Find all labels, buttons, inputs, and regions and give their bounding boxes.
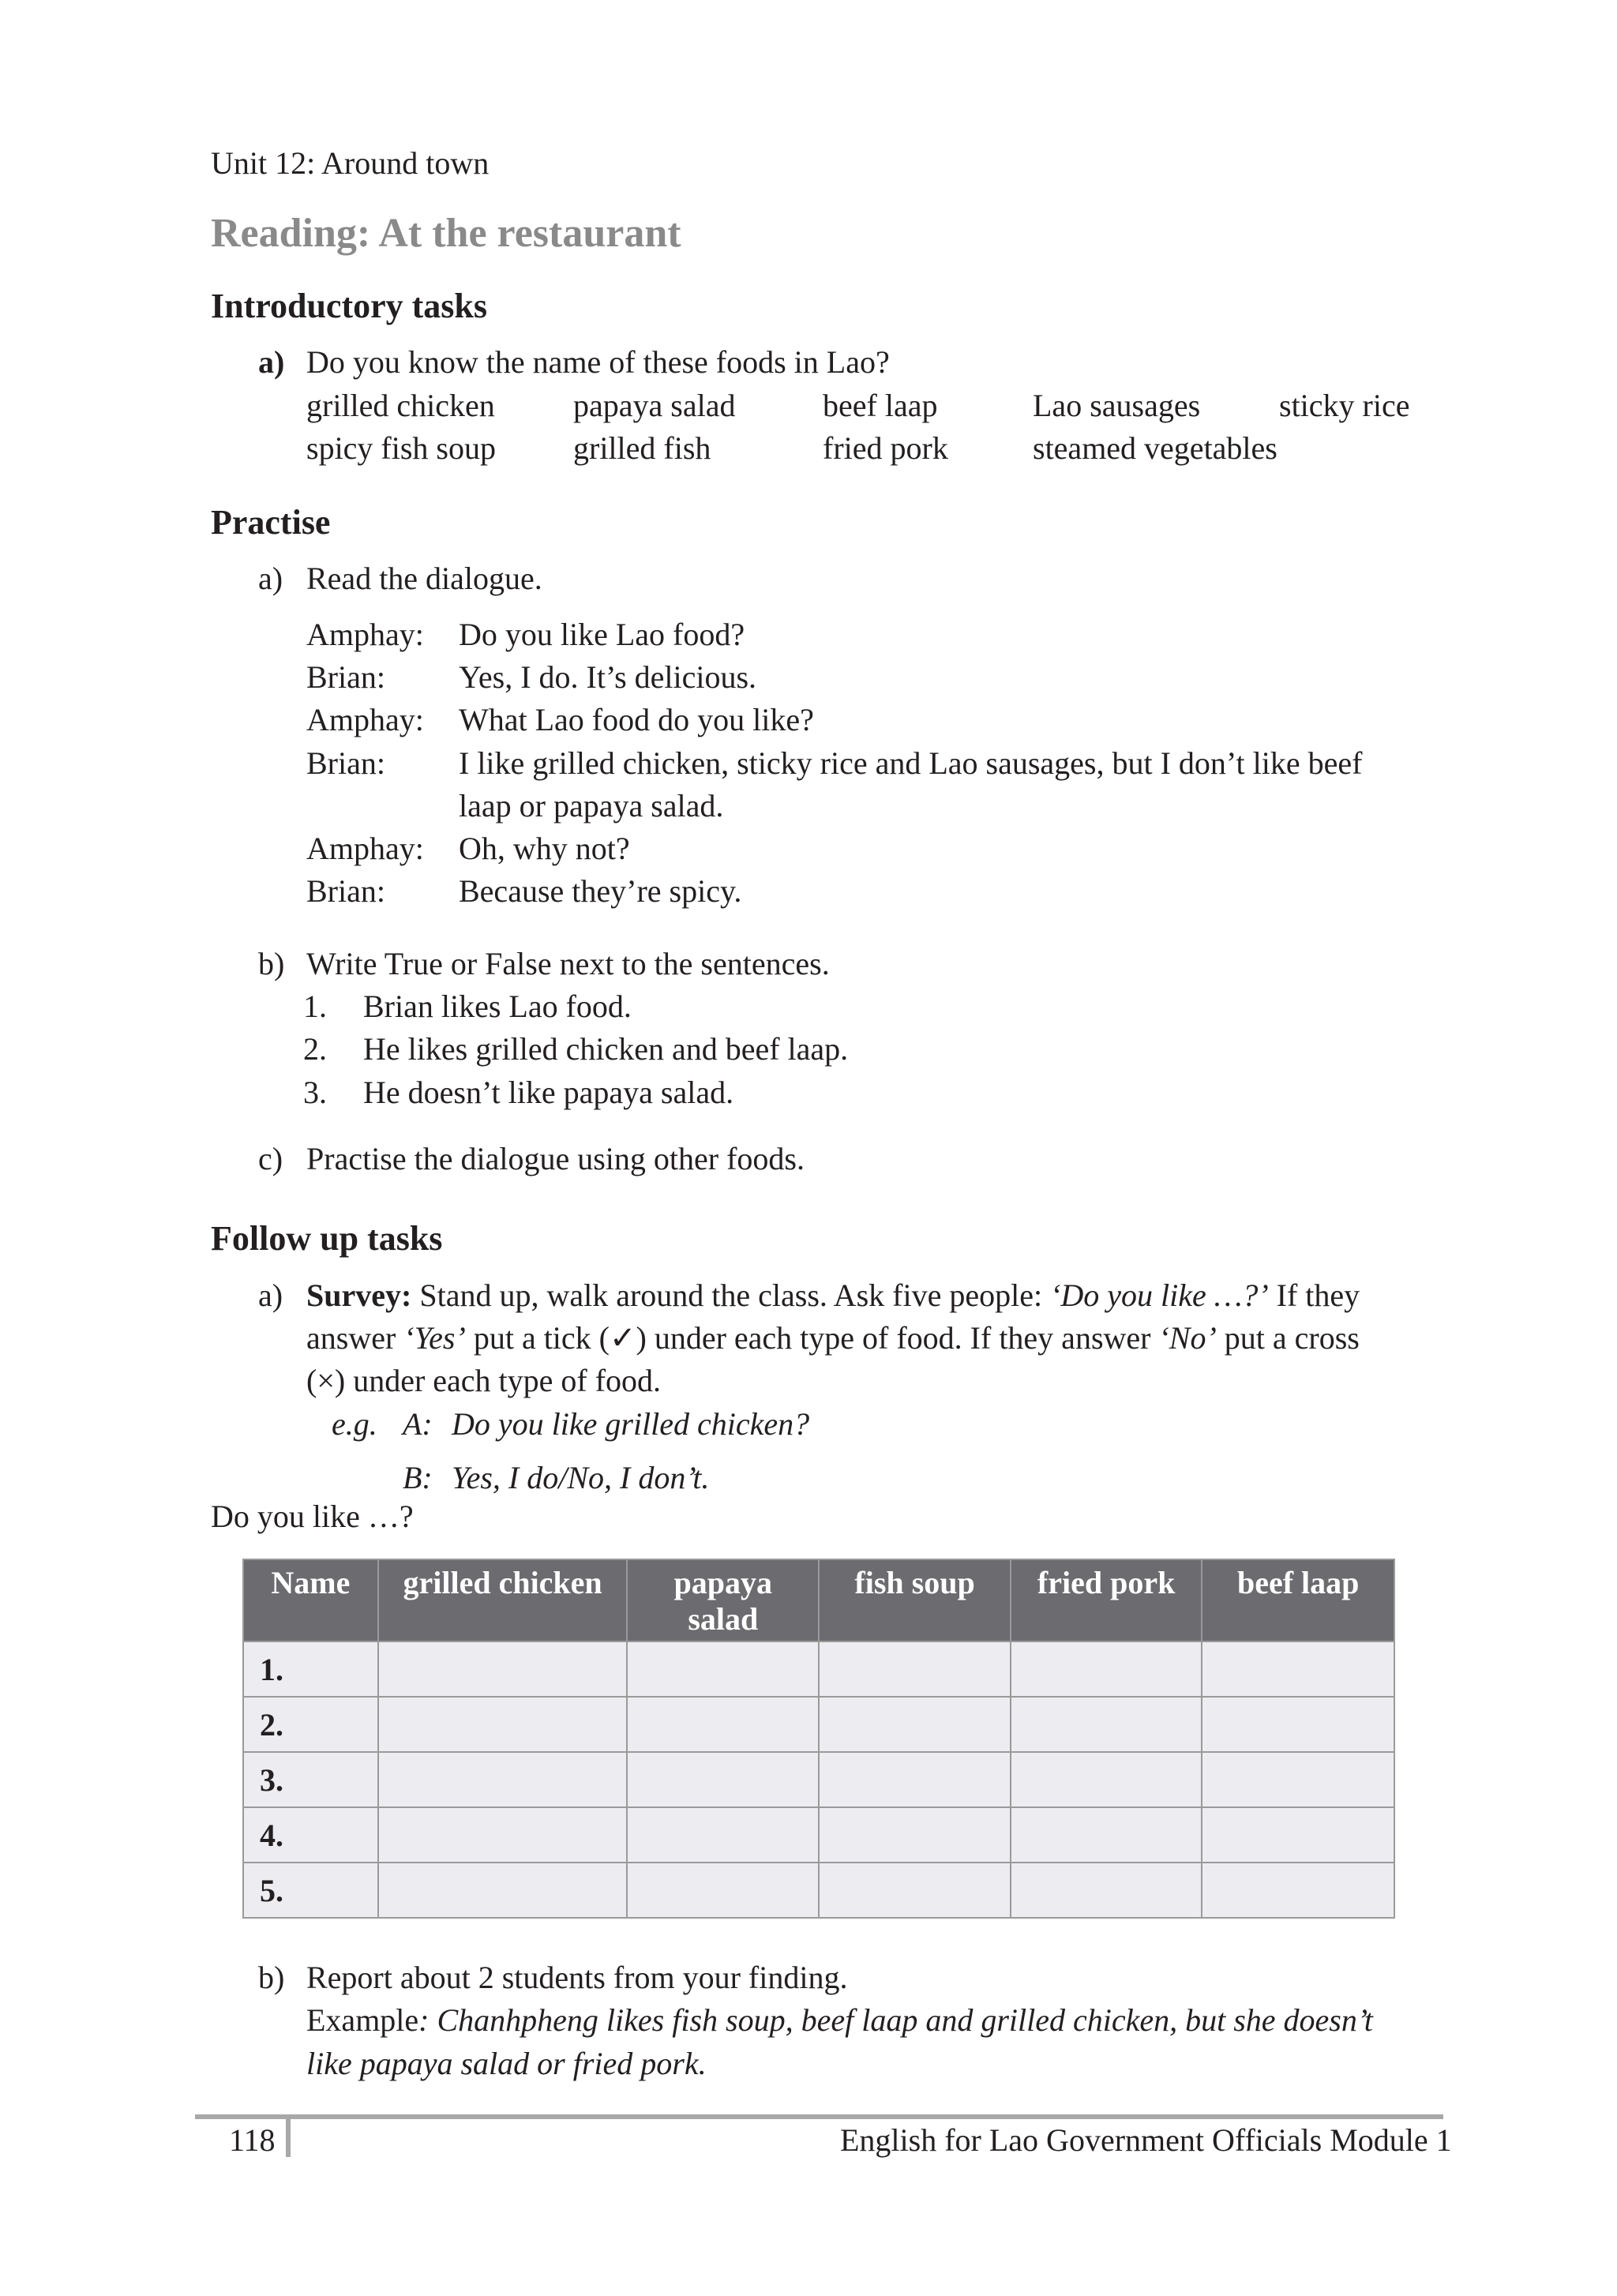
column-header: beef laap [1202,1559,1394,1641]
table-row [243,1697,1394,1752]
footer-divider [286,2119,291,2157]
food-item: grilled fish [573,430,711,466]
table-cell[interactable] [627,1641,819,1697]
survey-text: If they [1268,1277,1360,1313]
example-label: e.g. [332,1406,377,1442]
table-cell[interactable] [1202,1863,1394,1918]
table-cell[interactable] [819,1641,1011,1697]
row-number: 3. [243,1752,378,1807]
page-title: Reading: At the restaurant [211,211,681,256]
dialogue-line: What Lao food do you like? [459,702,814,737]
dialogue-line: Yes, I do. It’s delicious. [459,659,757,695]
survey-line-3: (×) under each type of food. [306,1363,662,1398]
table-cell[interactable] [819,1807,1011,1863]
example-report-text: : Chanhpheng likes fish soup, beef laap and grilled chicken, but she doesn’t [418,2002,1373,2038]
dialogue-line: Do you like Lao food? [459,617,745,652]
column-header: Name [243,1559,378,1641]
practise-c-label: c) [258,1141,283,1176]
statement-number: 2. [303,1031,327,1067]
food-item: grilled chicken [306,388,495,423]
table-cell[interactable] [378,1641,628,1697]
introductory-heading: Introductory tasks [211,287,488,325]
table-cell[interactable] [378,1863,628,1918]
dialogue-line: laap or papaya salad. [459,788,724,823]
table-cell[interactable] [819,1863,1011,1918]
food-item: spicy fish soup [306,430,496,466]
example-speaker: A: [403,1406,433,1442]
practise-b-text: Write True or False next to the sentences. [306,946,830,981]
example-report-line-2: like papaya salad or fried pork. [306,2046,707,2081]
unit-header: Unit 12: Around town [211,145,490,181]
dialogue-line: Because they’re spicy. [459,873,742,909]
statement-text: He likes grilled chicken and beef laap. [363,1031,849,1067]
example-report-line-1 [306,1999,1373,2042]
food-item: sticky rice [1279,388,1410,423]
table-row [243,1863,1394,1918]
survey-text: put a cross [1216,1320,1360,1356]
book-title: English for Lao Government Officials Module 1 [840,2122,1452,2158]
survey-table [242,1559,1395,1919]
survey-text: put a tick (✓) under each type of food. If they answer [465,1320,1159,1356]
practise-heading: Practise [211,503,331,542]
practise-a-label: a) [258,561,283,596]
food-item: beef laap [823,388,938,423]
column-header: fish soup [819,1559,1011,1641]
table-cell[interactable] [378,1807,628,1863]
column-header: papaya salad [627,1559,819,1641]
row-number: 4. [243,1807,378,1863]
table-cell[interactable] [378,1697,628,1752]
statement-text: Brian likes Lao food. [363,989,632,1024]
food-item: steamed vegetables [1033,430,1277,466]
table-cell[interactable] [627,1697,819,1752]
table-cell[interactable] [1011,1752,1202,1807]
no-answer: ‘No’ [1158,1320,1217,1356]
table-cell[interactable] [627,1807,819,1863]
table-row [243,1752,1394,1807]
statement-number: 3. [303,1075,327,1110]
table-cell[interactable] [819,1697,1011,1752]
dialogue-line: Oh, why not? [459,831,630,866]
table-cell[interactable] [627,1863,819,1918]
food-item: papaya salad [573,388,736,423]
intro-a-text: Do you know the name of these foods in Lao? [306,344,890,380]
followup-b-label: b) [258,1960,285,1995]
table-cell[interactable] [1011,1807,1202,1863]
column-header: grilled chicken [378,1559,628,1641]
followup-heading: Follow up tasks [211,1219,443,1258]
table-cell[interactable] [1202,1641,1394,1697]
table-cell[interactable] [1202,1752,1394,1807]
speaker: Amphay: [306,831,424,866]
example-report-label: Example [306,2002,419,2038]
statement-text: He doesn’t like papaya salad. [363,1075,734,1110]
table-row [243,1807,1394,1863]
table-cell[interactable] [1011,1697,1202,1752]
speaker: Brian: [306,873,385,909]
followup-a-label: a) [258,1277,283,1313]
table-header-row [243,1559,1394,1641]
column-header: fried pork [1011,1559,1202,1641]
survey-label: Survey: [306,1277,412,1313]
practise-c-text: Practise the dialogue using other foods. [306,1141,805,1176]
table-cell[interactable] [1202,1807,1394,1863]
statement-number: 1. [303,989,327,1024]
speaker: Amphay: [306,702,424,737]
example-line: Yes, I do/No, I don’t. [452,1460,710,1495]
speaker: Brian: [306,745,385,781]
example-speaker: B: [403,1460,433,1495]
food-item: Lao sausages [1033,388,1201,423]
practise-b-label: b) [258,946,285,981]
table-cell[interactable] [1011,1863,1202,1918]
survey-text: Stand up, walk around the class. Ask five people: [411,1277,1051,1313]
survey-line-1 [306,1274,1360,1317]
followup-b-text: Report about 2 students from your finding. [306,1960,848,1995]
food-item: fried pork [823,430,948,466]
speaker: Amphay: [306,617,424,652]
table-cell[interactable] [1011,1641,1202,1697]
table-row [243,1641,1394,1697]
table-cell[interactable] [819,1752,1011,1807]
yes-answer: ‘Yes’ [403,1320,466,1356]
example-line: Do you like grilled chicken? [452,1406,810,1442]
table-caption: Do you like …? [211,1499,414,1534]
intro-a-label: a) [258,344,285,380]
speaker: Brian: [306,659,385,695]
table-cell[interactable] [627,1752,819,1807]
survey-text: answer [306,1320,404,1356]
table-cell[interactable] [1202,1697,1394,1752]
practise-a-text: Read the dialogue. [306,561,542,596]
page-number: 118 [229,2122,276,2158]
row-number: 2. [243,1697,378,1752]
table-cell[interactable] [378,1752,628,1807]
row-number: 1. [243,1641,378,1697]
row-number: 5. [243,1863,378,1918]
survey-line-2 [306,1317,1360,1360]
survey-question: ‘Do you like …?’ [1050,1277,1269,1313]
dialogue-line: I like grilled chicken, sticky rice and Lao sausages, but I don’t like beef [459,745,1363,781]
